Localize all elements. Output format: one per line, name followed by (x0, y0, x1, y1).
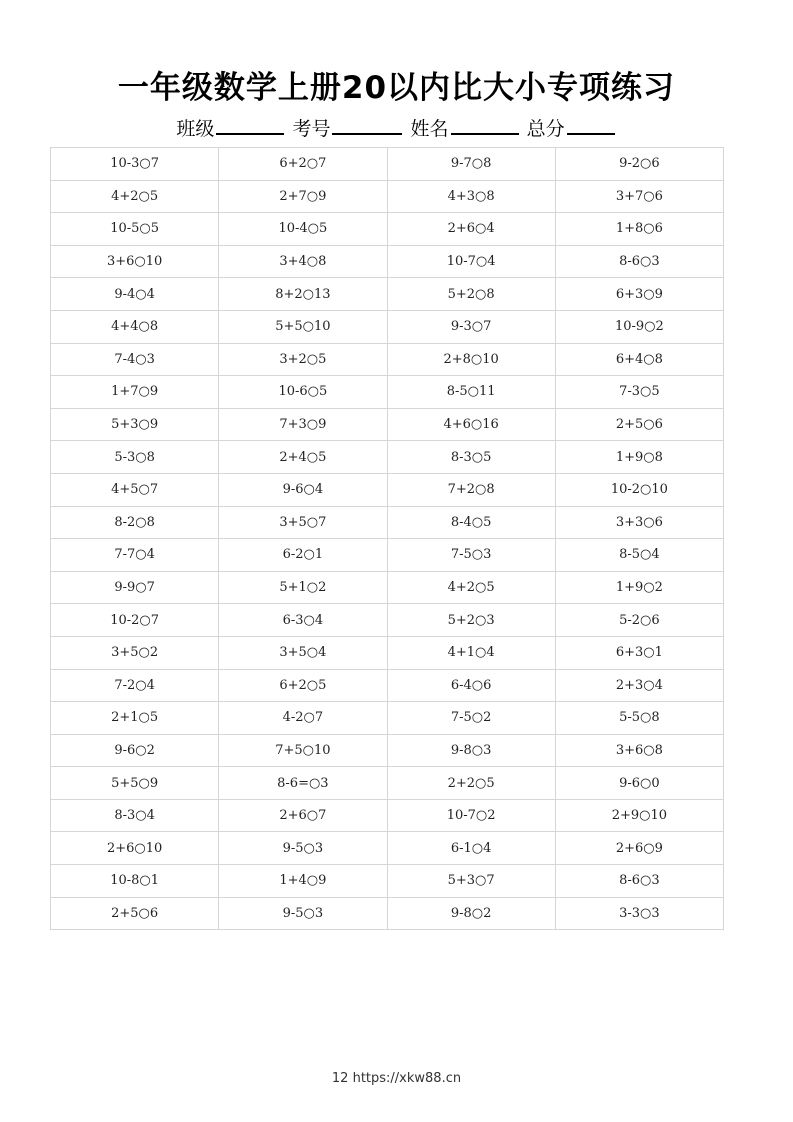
exercise-cell: 6+2○5 (219, 669, 387, 702)
exercise-cell: 3+5○2 (51, 636, 219, 669)
table-row (51, 799, 724, 832)
exercise-cell: 10-9○2 (555, 310, 723, 343)
table-row (51, 441, 724, 474)
exercise-cell: 9-6○0 (555, 767, 723, 800)
exercise-cell: 9-9○7 (51, 571, 219, 604)
exercise-cell: 2+5○6 (555, 408, 723, 441)
exercise-cell: 1+4○9 (219, 865, 387, 898)
exercise-cell: 4+6○16 (387, 408, 555, 441)
exercise-cell: 6+4○8 (555, 343, 723, 376)
exercise-cell: 2+3○4 (555, 669, 723, 702)
exercise-cell: 10-2○10 (555, 473, 723, 506)
exercise-cell: 4+1○4 (387, 636, 555, 669)
exercise-cell: 7-2○4 (51, 669, 219, 702)
table-row (51, 539, 724, 572)
exercise-cell: 7-3○5 (555, 376, 723, 409)
table-row (51, 278, 724, 311)
table-row (51, 408, 724, 441)
table-row (51, 734, 724, 767)
exercise-cell: 6-2○1 (219, 539, 387, 572)
exercise-cell: 6-3○4 (219, 604, 387, 637)
exercise-cell: 9-5○3 (219, 832, 387, 865)
exercise-cell: 5+5○9 (51, 767, 219, 800)
exercise-cell: 7-5○2 (387, 702, 555, 735)
exercise-cell: 8-5○11 (387, 376, 555, 409)
exercise-cell: 5+1○2 (219, 571, 387, 604)
exercise-cell: 4+3○8 (387, 180, 555, 213)
table-row (51, 636, 724, 669)
exercise-cell: 2+6○7 (219, 799, 387, 832)
table-row (51, 310, 724, 343)
exercise-cell: 5+3○7 (387, 865, 555, 898)
exercise-cell: 2+7○9 (219, 180, 387, 213)
name-blank (451, 115, 519, 135)
exercise-cell: 6+3○9 (555, 278, 723, 311)
exercise-cell: 7-7○4 (51, 539, 219, 572)
exercise-cell: 6-4○6 (387, 669, 555, 702)
table-row (51, 148, 724, 181)
total-label: 总分 (526, 118, 565, 140)
exercise-cell: 1+8○6 (555, 213, 723, 246)
exercise-cell: 1+9○8 (555, 441, 723, 474)
exercise-cell: 8+2○13 (219, 278, 387, 311)
exercise-cell: 2+1○5 (51, 702, 219, 735)
class-blank (216, 115, 284, 135)
exercise-cell: 4+4○8 (51, 310, 219, 343)
exercise-cell: 9-7○8 (387, 148, 555, 181)
exercise-cell: 2+5○6 (51, 897, 219, 930)
page-title: 一年级数学上册20以内比大小专项练习 (117, 70, 676, 106)
exercise-cell: 5+3○9 (51, 408, 219, 441)
name-label: 姓名 (410, 118, 449, 140)
page-footer (0, 1071, 793, 1086)
exercise-cell: 8-6○3 (555, 865, 723, 898)
exercise-cell: 3+4○8 (219, 245, 387, 278)
exercise-cell: 7-4○3 (51, 343, 219, 376)
exercise-cell: 2+8○10 (387, 343, 555, 376)
exercise-cell: 9-8○3 (387, 734, 555, 767)
exercise-cell: 2+6○4 (387, 213, 555, 246)
exercise-cell: 9-4○4 (51, 278, 219, 311)
exercise-cell: 3-3○3 (555, 897, 723, 930)
exercise-cell: 2+6○10 (51, 832, 219, 865)
exercise-cell: 2+4○5 (219, 441, 387, 474)
exercise-cell: 3+3○6 (555, 506, 723, 539)
exercise-cell: 5+2○8 (387, 278, 555, 311)
table-row (51, 669, 724, 702)
exercise-cell: 9-6○2 (51, 734, 219, 767)
footer-url: https://xkw88.cn (352, 1071, 462, 1086)
exercise-cell: 5-2○6 (555, 604, 723, 637)
exercise-table (50, 147, 724, 930)
table-row (51, 245, 724, 278)
table-row (51, 343, 724, 376)
exercise-cell: 3+6○10 (51, 245, 219, 278)
page-number: 12 (331, 1071, 349, 1086)
table-row (51, 702, 724, 735)
exercise-cell: 3+7○6 (555, 180, 723, 213)
table-row (51, 506, 724, 539)
exercise-cell: 9-3○7 (387, 310, 555, 343)
exercise-cell: 6-1○4 (387, 832, 555, 865)
exercise-cell: 3+5○7 (219, 506, 387, 539)
total-blank (567, 115, 615, 135)
exercise-cell: 6+3○1 (555, 636, 723, 669)
table-row (51, 767, 724, 800)
exercise-cell: 10-6○5 (219, 376, 387, 409)
table-row (51, 213, 724, 246)
exercise-cell: 5-5○8 (555, 702, 723, 735)
exercise-cell: 5+2○3 (387, 604, 555, 637)
exercise-cell: 10-2○7 (51, 604, 219, 637)
table-row (51, 604, 724, 637)
exercise-cell: 7+3○9 (219, 408, 387, 441)
exercise-cell: 8-5○4 (555, 539, 723, 572)
exercise-cell: 7+2○8 (387, 473, 555, 506)
exercise-cell: 5+5○10 (219, 310, 387, 343)
table-row (51, 180, 724, 213)
exercise-cell: 3+5○4 (219, 636, 387, 669)
exercise-cell: 2+9○10 (555, 799, 723, 832)
exercise-cell: 10-5○5 (51, 213, 219, 246)
exercise-cell: 8-6=○3 (219, 767, 387, 800)
exam-no-blank (332, 115, 402, 135)
table-row (51, 897, 724, 930)
exam-no-label: 考号 (292, 118, 331, 140)
exercise-cell: 8-4○5 (387, 506, 555, 539)
exercise-cell: 9-2○6 (555, 148, 723, 181)
table-row (51, 473, 724, 506)
exercise-cell: 10-7○4 (387, 245, 555, 278)
exercise-cell: 4-2○7 (219, 702, 387, 735)
exercise-cell: 1+7○9 (51, 376, 219, 409)
exercise-cell: 9-8○2 (387, 897, 555, 930)
exercise-cell: 8-6○3 (555, 245, 723, 278)
exercise-cell: 7+5○10 (219, 734, 387, 767)
exercise-cell: 4+5○7 (51, 473, 219, 506)
exercise-cell: 6+2○7 (219, 148, 387, 181)
exercise-cell: 8-3○4 (51, 799, 219, 832)
exercise-cell: 2+6○9 (555, 832, 723, 865)
class-label: 班级 (176, 118, 215, 140)
exercise-cell: 10-4○5 (219, 213, 387, 246)
exercise-cell: 3+6○8 (555, 734, 723, 767)
exercise-cell: 3+2○5 (219, 343, 387, 376)
exercise-cell: 4+2○5 (51, 180, 219, 213)
table-row (51, 832, 724, 865)
exercise-cell: 10-8○1 (51, 865, 219, 898)
exercise-cell: 9-5○3 (219, 897, 387, 930)
exercise-cell: 5-3○8 (51, 441, 219, 474)
student-info-line (0, 114, 793, 141)
exercise-cell: 10-7○2 (387, 799, 555, 832)
exercise-cell: 4+2○5 (387, 571, 555, 604)
exercise-cell: 1+9○2 (555, 571, 723, 604)
exercise-cell: 10-3○7 (51, 148, 219, 181)
table-row (51, 376, 724, 409)
exercise-cell: 8-2○8 (51, 506, 219, 539)
exercise-cell: 7-5○3 (387, 539, 555, 572)
exercise-cell: 2+2○5 (387, 767, 555, 800)
table-row (51, 571, 724, 604)
table-row (51, 865, 724, 898)
exercise-cell: 8-3○5 (387, 441, 555, 474)
exercise-cell: 9-6○4 (219, 473, 387, 506)
